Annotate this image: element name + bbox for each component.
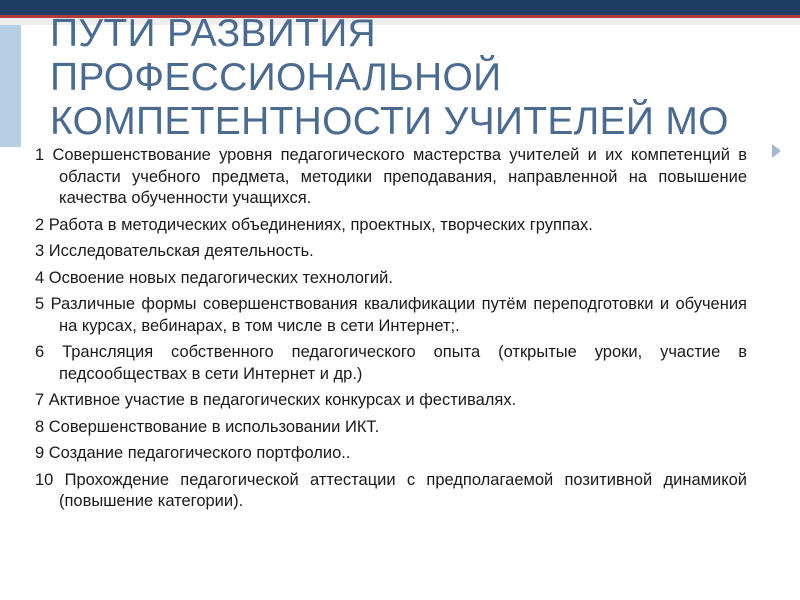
left-accent-strip [0, 25, 21, 147]
list-item-6: 6 Трансляция собственного педагогического опыта (открытые уроки, участие в педсообществах в сети Интернет и др.) [35, 343, 747, 383]
list-item-1: 1 Совершенствование уровня педагогического мастерства учителей и их компетенций в области учебного предмета, методики преподавания, направленной на повышение качества обученности учащихся. [35, 146, 747, 207]
development-paths-list [35, 145, 747, 518]
title-line-3: КОМПЕТЕНТНОСТИ УЧИТЕЛЕЙ МО [50, 100, 729, 143]
list-item-9: 9 Создание педагогического портфолио.. [35, 444, 351, 462]
list-item-7: 7 Активное участие в педагогических конкурсах и фестивалях. [35, 391, 517, 409]
slide-title [50, 12, 790, 144]
list-item-8: 8 Совершенствование в использовании ИКТ. [35, 417, 380, 436]
title-line-1: ПУТИ РАЗВИТИЯ [50, 12, 376, 55]
list-item-2: 2 Работа в методических объединениях, проектных, творческих группах. [35, 215, 593, 234]
title-line-2: ПРОФЕССИОНАЛЬНОЙ [50, 56, 502, 99]
list-item-10: 10 Прохождение педагогической аттестации с предполагаемой позитивной динамикой (повышение категории). [35, 470, 747, 510]
list-item-4: 4 Освоение новых педагогических технологий. [35, 268, 393, 287]
list-item-5: 5 Различные формы совершенствования квалификации путём переподготовки и обучения на курсах, вебинарах, в том числе в сети Интернет;. [35, 295, 747, 335]
triangle-marker-icon [772, 144, 781, 158]
list-item-3: 3 Исследовательская деятельность. [35, 242, 314, 260]
